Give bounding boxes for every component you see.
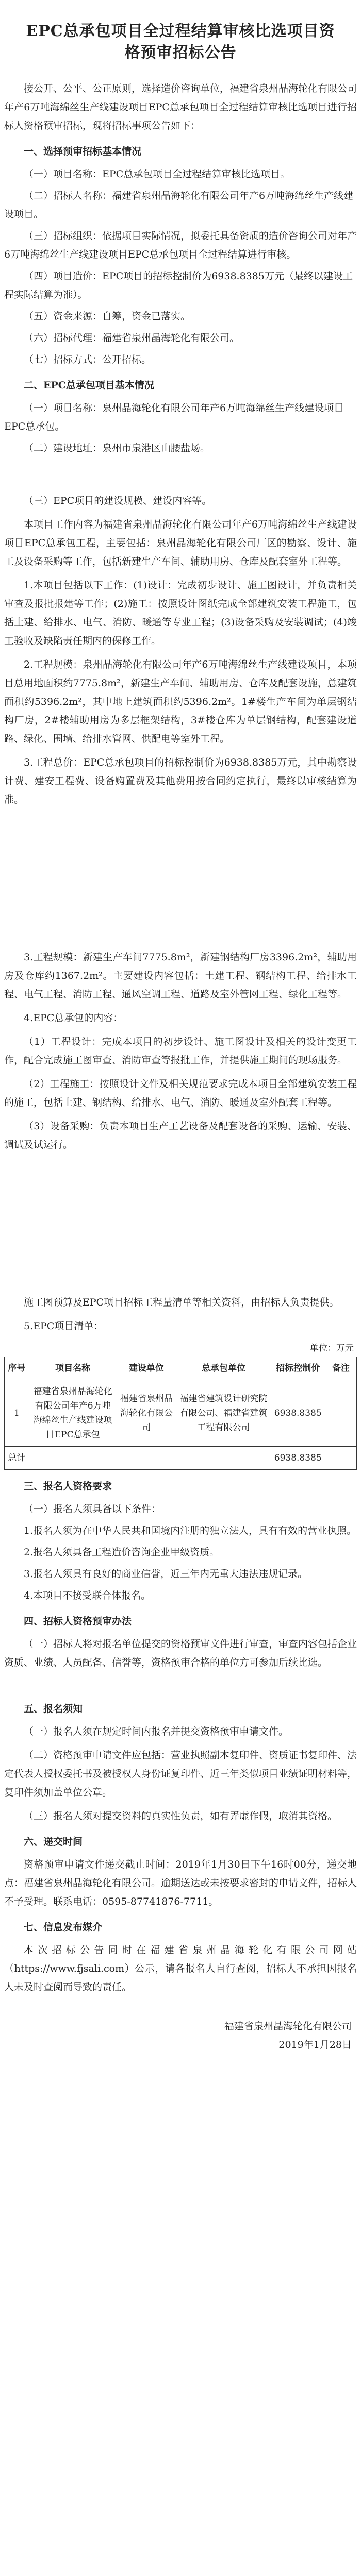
- section-5-title: 五、报名须知: [24, 1703, 83, 1715]
- section-2-title: 二、EPC总承包项目基本情况: [24, 380, 154, 391]
- section-6-body: 资格预审申请文件递交截止时间：2019年1月30日下午16时00分，递交地点：福建省泉州晶海轮化有限公司。逾期送达或未按要求密封的申请文件，招标人不予受理。联系电话：0595-87741876-7711。: [4, 1859, 357, 1907]
- table-total-row: [5, 1447, 357, 1470]
- section-2-item: （一）项目名称：泉州晶海轮化有限公司年产6万吨海绵丝生产线建设项目EPC总承包。: [4, 402, 344, 432]
- section-2-body: （2）工程施工：按照设计文件及相关规范要求完成本项目全部建筑安装工程的施工，包括土建、钢结构、给排水、电气、消防、暖通及室外配套工程等。: [4, 1078, 357, 1108]
- signature-date: 2019年1月28日: [278, 2039, 352, 2050]
- table-header-row: [5, 1357, 357, 1380]
- document: [4, 21, 357, 2054]
- table-header-cell: 序号: [5, 1357, 29, 1380]
- section-2-body: 3.工程总价：EPC总承包项目的招标控制价为6938.8385万元，其中勘察设计费、建安工程费、设备购置费及其他费用按合同约定执行，最终以审核结算为准。: [4, 757, 357, 805]
- section-1-title: 一、选择预审招标基本情况: [24, 146, 142, 157]
- table-header-cell: 总承包单位: [176, 1357, 271, 1380]
- table-cell: [325, 1447, 356, 1470]
- table-cell: 6938.8385: [271, 1380, 325, 1447]
- table-cell: 6938.8385: [271, 1447, 325, 1470]
- section-1-item: （六）招标代理：福建省泉州晶海轮化有限公司。: [24, 332, 240, 344]
- intro-paragraph: 接公开、公平、公正原则，选择造价咨询单位，福建省泉州晶海轮化有限公司年产6万吨海绵丝生产线建设项目EPC总承包项目全过程结算审核比选项目进行招标人资格预审招标，现将招标事项公告如下：: [4, 83, 357, 131]
- section-2-body: 4.EPC总承包的内容：: [24, 1012, 123, 1024]
- section-4-item: （一）招标人将对报名单位提交的资格预审文件进行审查，审查内容包括企业资质、业绩、人员配备、信誉等，资格预审合格的单位方可参加后续比选。: [4, 1638, 357, 1668]
- section-5-item: （二）资格预审申请文件应包括：营业执照副本复印件、资质证书复印件、法定代表人授权委托书及被授权人身份证复印件、近三年类似项目业绩证明材料等，复印件须加盖单位公章。: [4, 1750, 357, 1798]
- section-5-item: （三）报名人须对提交资料的真实性负责，如有弄虚作假，取消其资格。: [24, 1810, 338, 1822]
- table-cell: [325, 1380, 356, 1447]
- section-1-item: （五）资金来源：自筹，资金已落实。: [24, 311, 191, 322]
- section-3-item: 3.报名人须具有良好的商业信誉，近三年内无重大违法违规记录。: [24, 1568, 308, 1580]
- section-2-body: （三）EPC项目的建设规模、建设内容等。: [24, 495, 212, 506]
- epc-project-table: [4, 1357, 357, 1470]
- table-intro: 5.EPC项目清单：: [24, 1320, 104, 1332]
- section-3-item: 1.报名人须为在中华人民共和国境内注册的独立法人，具有有效的营业执照。: [24, 1525, 357, 1536]
- section-2-body: （3）设备采购：负责本项目生产工艺设备及配套设备的采购、运输、安装、调试及试运行。: [4, 1121, 357, 1150]
- section-2-item: （二）建设地址：泉州市泉港区山腰盐场。: [24, 443, 210, 454]
- table-cell: 福建省建筑设计研究院有限公司、福建省建筑工程有限公司: [176, 1380, 271, 1447]
- section-1-item: （七）招标方式：公开招标。: [24, 354, 152, 365]
- table-cell: [29, 1447, 117, 1470]
- table-header-cell: 项目名称: [29, 1357, 117, 1380]
- section-1-item: （三）招标组织：依据项目实际情况，拟委托具备资质的造价咨询公司对年产6万吨海绵丝生产线建设项目EPC总承包项目全过程结算进行审核。: [4, 230, 357, 260]
- section-2-body: （1）工程设计：完成本项目的初步设计、施工图设计及相关的设计变更工作，配合完成施工图审查、消防审查等报批工作，并提供施工期间的现场服务。: [4, 1036, 357, 1066]
- signature-org: 福建省泉州晶海轮化有限公司: [224, 2021, 352, 2032]
- section-3-item: 2.报名人须具备工程造价咨询企业甲级资质。: [24, 1547, 220, 1558]
- section-7-body: 本次招标公告同时在福建省泉州晶海轮化有限公司网站（https://www.fjsali.com）公示，请各报名人自行查阅，招标人不承担因报名人未及时查阅而导致的责任。: [4, 1944, 357, 1993]
- section-2-body: 1.本项目包括以下工作：(1)设计：完成初步设计、施工图设计，并负责相关审查及报批报建等工作；(2)施工：按照设计图纸完成全部建筑安装工程施工，包括土建、给排水、电气、消防、暖通等专业工程；(3)设备采购及安装调试；(4)竣工验收及缺陷责任期内的保修工作。: [4, 580, 357, 647]
- page-title: EPC总承包项目全过程结算审核比选项目资格预审招标公告: [26, 22, 335, 62]
- section-3-title: 三、报名人资格要求: [24, 1481, 112, 1492]
- table-cell: 1: [5, 1380, 29, 1447]
- table-cell: [176, 1447, 271, 1470]
- section-2-body: 3.工程规模：新建生产车间7775.8m²，新建钢结构厂房3396.2m²，辅助用房及仓库约1367.2m²。主要建设内容包括：土建工程、钢结构工程、给排水工程、电气工程、消防工程、通风空调工程、道路及室外管网工程、绿化工程等。: [4, 952, 357, 1000]
- table-header-cell: 建设单位: [117, 1357, 176, 1380]
- table-header-cell: 备注: [325, 1357, 356, 1380]
- section-1-item: （一）项目名称：EPC总承包项目全过程结算审核比选项目。: [24, 168, 290, 180]
- section-6-title: 六、递交时间: [24, 1836, 83, 1848]
- section-5-item: （一）报名人须在规定时间内报名并提交资格预审申请文件。: [24, 1726, 289, 1737]
- section-2-body: 本项目工作内容为福建省泉州晶海轮化有限公司年产6万吨海绵丝生产线建设项目EPC总承包工程，主要包括：泉州晶海轮化有限公司厂区的勘察、设计、施工及设备采购等工作，包括新建生产车间、辅助用房、仓库及配套室外工程等。: [4, 519, 357, 567]
- table-cell: 福建省泉州晶海轮化有限公司年产6万吨海绵丝生产线建设项目EPC总承包: [29, 1380, 117, 1447]
- section-1-item: （二）招标人名称：福建省泉州晶海轮化有限公司年产6万吨海绵丝生产线建设项目。: [4, 190, 354, 220]
- table-cell: 福建省泉州晶海轮化有限公司: [117, 1380, 176, 1447]
- section-2-body: 2.工程规模：泉州晶海轮化有限公司年产6万吨海绵丝生产线建设项目，本项目总用地面积约7775.8m²，新建生产车间、辅助用房、仓库及配套设施，总建筑面积约5396.2m²，其中地上建筑面积约5396.2m²。1#楼生产车间为单层钢结构厂房，2#楼辅助用房为多层框架结构，3#楼仓库为单层钢结构，配套建设道路、绿化、围墙、给排水管网、供配电等室外工程。: [4, 659, 357, 744]
- section-1-item: （四）项目造价：EPC项目的招标控制价为6938.8385万元（最终以建设工程实际结算为准）。: [4, 270, 353, 300]
- table-row: [5, 1380, 357, 1447]
- section-7-title: 七、信息发布媒介: [24, 1922, 103, 1933]
- table-unit: 单位：万元: [310, 1343, 354, 1353]
- section-3-item: 4.本项目不接受联合体报名。: [24, 1590, 151, 1601]
- section-2-tail: 施工图预算及EPC项目招标工程量清单等相关资料，由招标人负责提供。: [24, 1297, 339, 1308]
- table-header-cell: 招标控制价: [271, 1357, 325, 1380]
- table-cell: [117, 1447, 176, 1470]
- section-3-item: （一）报名人须具备以下条件：: [24, 1503, 161, 1515]
- table-cell: 总计: [5, 1447, 29, 1470]
- section-4-title: 四、招标人资格预审办法: [24, 1616, 132, 1627]
